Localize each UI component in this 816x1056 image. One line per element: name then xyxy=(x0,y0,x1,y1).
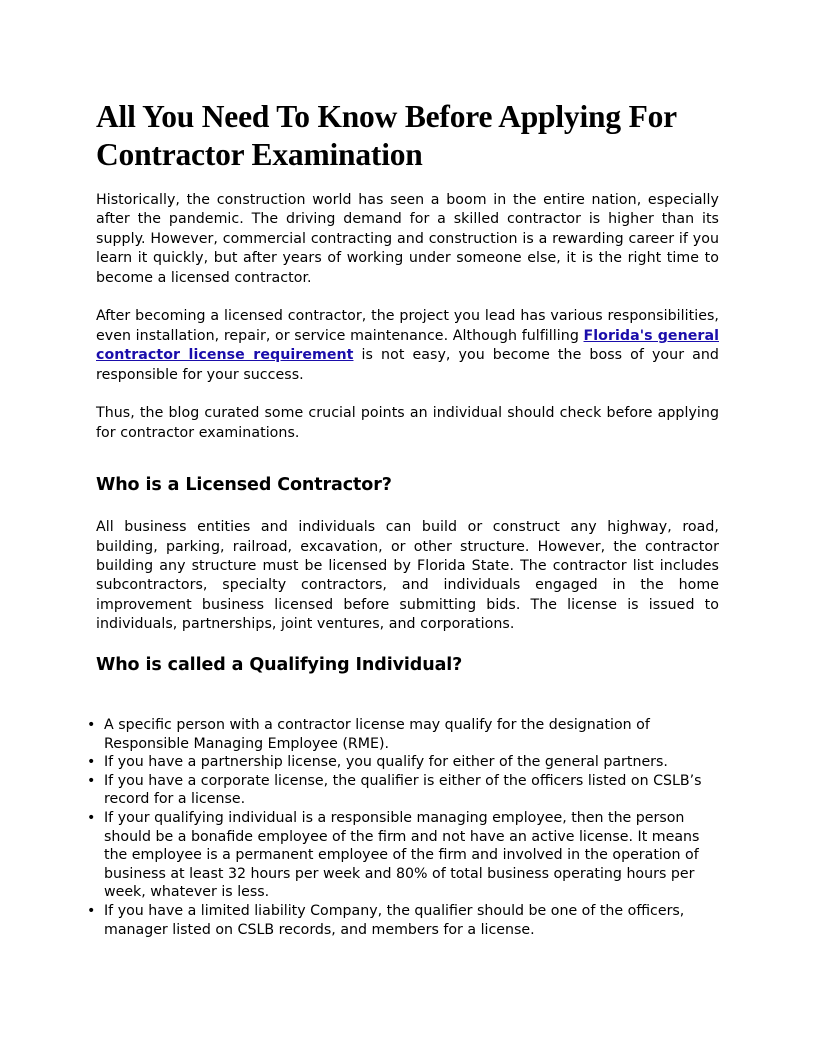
list-item-text: If you have a partnership license, you qualify for either of the general partners. xyxy=(104,754,668,771)
qualifying-individual-list xyxy=(79,716,719,939)
page-title: All You Need To Know Before Applying For Contractor Examination xyxy=(96,99,677,172)
licensed-contractor-paragraph: All business entities and individuals can build or construct any highway, road, building, parking, railroad, excavation, or other structure. However, the contractor building any structure must be licensed by Florida State. The contractor list includes subcontractors, specialty contractors, and individuals engaged in the home improvement business licensed before submitting bids. The license is issued to individuals, partnerships, joint ventures, and corporations. xyxy=(96,519,719,633)
section-heading-qualifying-individual: Who is called a Qualifying Individual? xyxy=(96,655,463,676)
bullet-icon: • xyxy=(87,772,96,789)
list-item xyxy=(87,902,719,939)
list-item xyxy=(87,809,719,902)
section-heading-licensed-contractor: Who is a Licensed Contractor? xyxy=(96,475,392,496)
florida-license-requirement-link[interactable]: Florida's general contractor license requirement xyxy=(96,327,719,364)
list-item-text: If you have a corporate license, the qualifier is either of the officers listed on CSLB’s record for a license. xyxy=(104,772,702,808)
bullet-icon: • xyxy=(87,903,96,920)
intro-paragraph-1: Historically, the construction world has seen a boom in the entire nation, especially after the pandemic. The driving demand for a skilled contractor is higher than its supply. However, commercial contracting and construction is a rewarding career if you learn it quickly, but after years of working under someone else, it is the right time to become a licensed contractor. xyxy=(96,192,719,286)
list-item xyxy=(87,753,719,772)
bullet-icon: • xyxy=(87,754,96,771)
list-item-text: A specific person with a contractor license may qualify for the designation of Responsible Managing Employee (RME). xyxy=(104,717,650,752)
list-item-text: If you have a limited liability Company, the qualifier should be one of the officers, manager listed on CSLB records, and members for a license. xyxy=(104,903,685,938)
intro-paragraph-3: Thus, the blog curated some crucial points an individual should check before applying for contractor examinations. xyxy=(96,405,719,441)
list-item-text: If your qualifying individual is a responsible managing employee, then the person should be a bonafide employee of the firm and not have an active license. It means the employee is a permanent employee of the firm and involved in the operation of business at least 32 hours per week and 80% of total business operating hours per week, whatever is less. xyxy=(104,810,700,901)
intro-paragraph-2 xyxy=(96,307,719,385)
list-item xyxy=(87,772,719,809)
intro-paragraph-2-text-after: is not easy, you become the boss of your and responsible for your success. xyxy=(96,347,719,383)
bullet-icon: • xyxy=(87,717,96,734)
list-item xyxy=(87,716,719,753)
intro-paragraph-2-text-before: After becoming a licensed contractor, the project you lead has various responsibilities, even installation, repair, or service maintenance. Although fulfilling xyxy=(96,308,719,344)
bullet-icon: • xyxy=(87,810,96,827)
document-page xyxy=(87,98,719,939)
